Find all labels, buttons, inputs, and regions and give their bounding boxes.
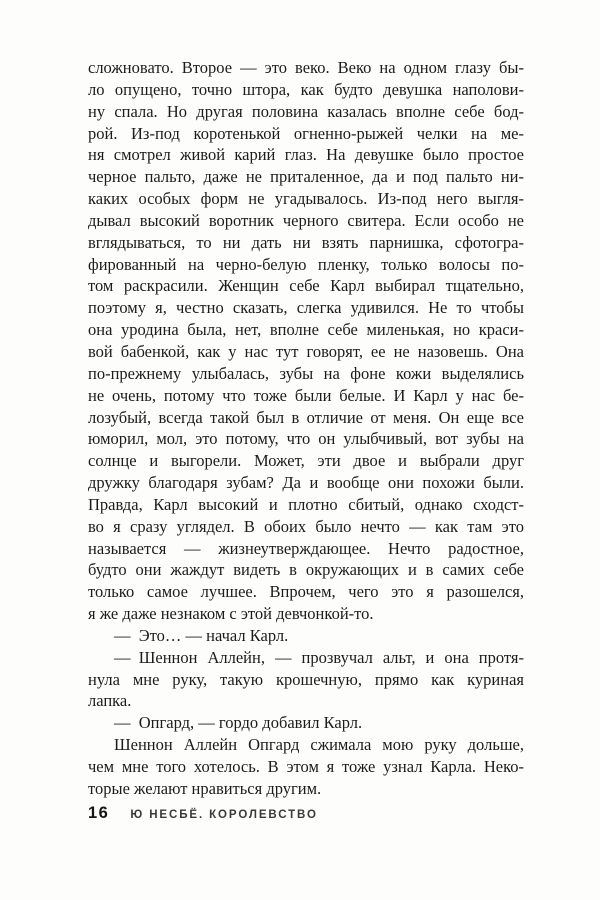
text-line: торые желают нравиться другим.: [88, 778, 322, 798]
text-line: ло опущено, точно штора, как будто девушка наполови-: [88, 79, 524, 99]
dialogue-line: — Шеннон Аллейн, — прозвучал альт, и она протя-: [114, 647, 524, 667]
text-line: ну спала. Но другая половина казалась вполне себе бод-: [88, 101, 524, 121]
text-line: называется — жизнеутверждающее. Нечто радостное,: [88, 538, 524, 558]
page-footer: [88, 804, 318, 823]
text-line: Правда, Карл высокий и плотно сбитый, однако сходст-: [88, 494, 524, 514]
running-title: Ю НЕСБЁ. КОРОЛЕВСТВО: [130, 809, 318, 821]
page-number: 16: [88, 804, 110, 822]
text-line: нула мне руку, такую крошечную, прямо как куриная: [88, 669, 524, 689]
text-line: поэтому я, честно сказать, слегка удивился. Не то чтобы: [88, 298, 524, 318]
text-line: будто они жаждут видеть в окружающих и в самих себе: [88, 560, 524, 580]
text-line: дывал высокий воротник черного свитера. Если особо не: [88, 210, 524, 230]
text-line: Шеннон Аллейн Опгард сжимала мою руку дольше,: [114, 735, 524, 755]
text-line: юморил, мол, это потому, что он улыбчивый, вот зубы на: [88, 429, 524, 449]
dialogue-line: — Это… — начал Карл.: [114, 625, 289, 645]
text-line: ня смотрел живой карий глаз. На девушке было простое: [88, 145, 524, 165]
text-line: по-прежнему улыбалась, зубы на фоне кожи выделялись: [88, 363, 524, 383]
text-line: фированный на черно-белую пленку, только волосы по-: [88, 254, 524, 274]
text-line: вой бабенкой, как у нас тут говорят, ее не назовешь. Она: [88, 341, 524, 361]
text-line: я же даже незнаком с этой девчонкой-то.: [88, 604, 374, 624]
text-line: том раскрасили. Женщин себе Карл выбирал тщательно,: [88, 276, 524, 296]
text-line: чем мне того хотелось. В этом я тоже узнал Карла. Неко-: [88, 757, 524, 776]
text-line: солнце и выгорели. Может, эти двое и выбрали друг: [88, 451, 524, 471]
text-line: не очень, потому что тоже были белые. И Карл у нас бе-: [88, 385, 524, 405]
text-line: во я сразу углядел. В обоих было нечто — как там это: [88, 516, 524, 536]
text-line: только самое лучшее. Впрочем, чего это я разошелся,: [88, 582, 524, 602]
text-line: рой. Из-под коротенькой огненно-рыжей челки на ме-: [88, 123, 524, 143]
text-line: каких особых форм не угадывалось. Из-под него выгля-: [88, 189, 524, 209]
text-line: она уродина была, нет, вполне себе миленькая, но краси-: [88, 320, 524, 340]
body-text: [88, 57, 524, 800]
text-line: сложновато. Второе — это веко. Веко на одном глазу бы-: [88, 58, 524, 77]
text-line: вглядываться, то ни дать ни взять парнишка, сфотогра-: [88, 232, 524, 252]
dialogue-line: — Опгард, — гордо добавил Карл.: [114, 713, 363, 733]
text-line: черное пальто, даже не приталенное, да и под пальто ни-: [88, 167, 524, 187]
text-line: дружку благодаря зубам? Да и вообще они похожи были.: [88, 473, 524, 493]
text-line: лозубый, всегда такой был в отличие от меня. Он еще все: [88, 407, 524, 427]
text-line: лапка.: [88, 691, 132, 711]
